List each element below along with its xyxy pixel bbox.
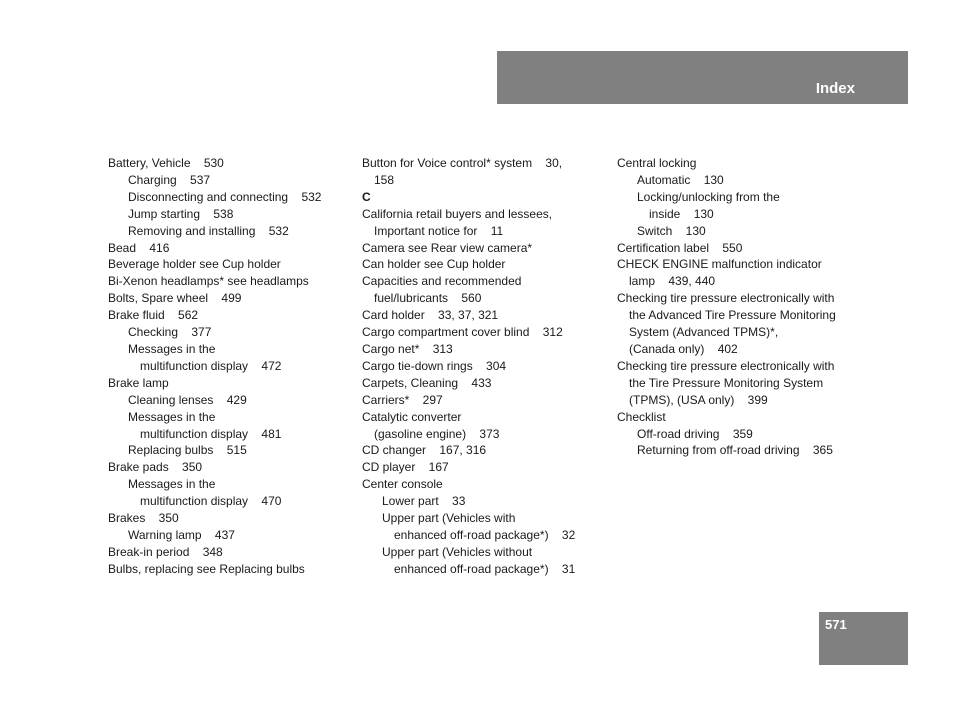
index-entry: Jump starting 538: [128, 206, 234, 221]
index-entry: Removing and installing 532: [128, 223, 289, 238]
index-entry: Checking 377: [128, 325, 212, 340]
index-entry: Camera see Rear view camera*: [362, 240, 533, 255]
index-entry: the Advanced Tire Pressure Monitoring: [629, 308, 836, 323]
index-entry: multifunction display 472: [140, 358, 282, 373]
page-number-box: [819, 612, 908, 665]
header-bar: [497, 51, 908, 104]
index-entry: Switch 130: [637, 223, 706, 238]
index-column-3: [617, 155, 867, 459]
index-entry: (gasoline engine) 373: [374, 426, 500, 441]
index-entry: Cargo tie-down rings 304: [362, 358, 507, 373]
index-entry: Beverage holder see Cup holder: [108, 257, 281, 272]
page-number: 571: [825, 617, 847, 632]
index-entry: Checklist: [617, 409, 666, 424]
index-entry: multifunction display 481: [140, 426, 282, 441]
index-column-2: [362, 155, 602, 578]
index-entry: Cargo compartment cover blind 312: [362, 325, 563, 340]
index-entry: Important notice for 11: [374, 223, 504, 238]
index-entry: Center console: [362, 477, 443, 492]
index-entry: Capacities and recommended: [362, 274, 522, 289]
index-entry: Replacing bulbs 515: [128, 443, 247, 458]
index-entry: Locking/unlocking from the: [637, 189, 780, 204]
index-entry: California retail buyers and lessees,: [362, 206, 553, 221]
index-entry: Bolts, Spare wheel 499: [108, 291, 242, 306]
index-entry: (TPMS), (USA only) 399: [629, 392, 768, 407]
index-entry: fuel/lubricants 560: [374, 291, 482, 306]
index-entry: Checking tire pressure electronically with: [617, 291, 835, 306]
index-entry: Brake lamp: [108, 375, 169, 390]
index-entry: Returning from off-road driving 365: [637, 443, 833, 458]
index-entry: Messages in the: [128, 477, 216, 492]
index-entry: Messages in the: [128, 409, 216, 424]
index-entry: Battery, Vehicle 530: [108, 156, 224, 170]
index-entry: Lower part 33: [382, 494, 466, 509]
index-entry: Bead 416: [108, 240, 170, 255]
index-entry: Disconnecting and connecting 532: [128, 189, 322, 204]
index-entry: enhanced off-road package*) 32: [394, 527, 576, 542]
index-entry: Cleaning lenses 429: [128, 392, 247, 407]
index-entry: Break-in period 348: [108, 544, 223, 559]
index-entry: enhanced off-road package*) 31: [394, 561, 576, 576]
index-entry: 158: [374, 172, 395, 187]
index-entry: Bulbs, replacing see Replacing bulbs: [108, 561, 305, 576]
index-entry: the Tire Pressure Monitoring System: [629, 375, 824, 390]
index-entry: Bi-Xenon headlamps* see headlamps: [108, 274, 309, 289]
index-entry: Messages in the: [128, 341, 216, 356]
page-title: Index: [815, 80, 855, 97]
index-entry: Off-road driving 359: [637, 426, 753, 441]
index-entry: Automatic 130: [637, 172, 724, 187]
index-entry: inside 130: [649, 206, 714, 221]
index-entry: CD player 167: [362, 460, 449, 475]
index-column-1: [108, 155, 348, 578]
index-entry: Checking tire pressure electronically with: [617, 358, 835, 373]
index-entry: Charging 537: [128, 172, 211, 187]
index-entry: Can holder see Cup holder: [362, 257, 506, 272]
index-entry: Warning lamp 437: [128, 527, 235, 542]
index-entry: multifunction display 470: [140, 494, 282, 509]
index-entry: Brake fluid 562: [108, 308, 199, 323]
index-entry: Button for Voice control* system 30,: [362, 156, 563, 170]
index-entry: (Canada only) 402: [629, 341, 738, 356]
index-entry: Catalytic converter: [362, 409, 462, 424]
index-entry: Upper part (Vehicles with: [382, 511, 516, 526]
index-entry: Cargo net* 313: [362, 341, 453, 356]
index-entry: Card holder 33, 37, 321: [362, 308, 499, 323]
index-entry: Upper part (Vehicles without: [382, 544, 533, 559]
index-entry: Brakes 350: [108, 511, 179, 526]
index-letter-heading: C: [362, 189, 371, 204]
index-entry: Brake pads 350: [108, 460, 203, 475]
index-entry: Certification label 550: [617, 240, 743, 255]
index-entry: Central locking: [617, 156, 697, 170]
index-entry: Carriers* 297: [362, 392, 443, 407]
index-entry: Carpets, Cleaning 433: [362, 375, 492, 390]
index-entry: CD changer 167, 316: [362, 443, 487, 458]
index-entry: CHECK ENGINE malfunction indicator: [617, 257, 822, 272]
index-entry: lamp 439, 440: [629, 274, 716, 289]
index-entry: System (Advanced TPMS)*,: [629, 325, 779, 340]
